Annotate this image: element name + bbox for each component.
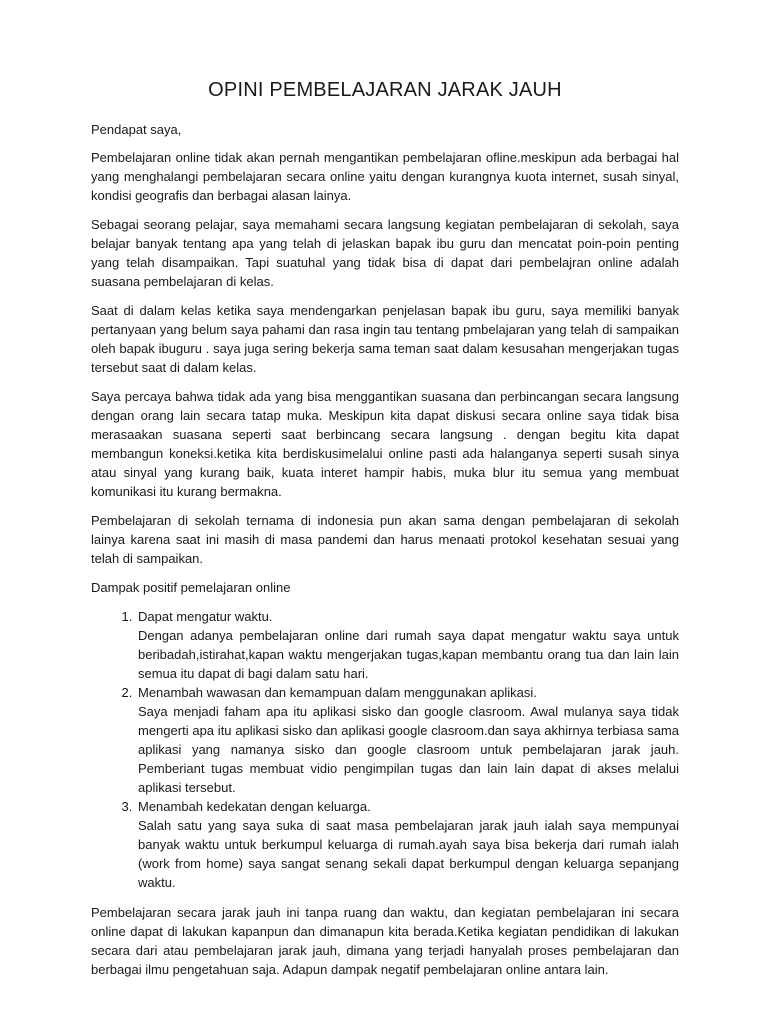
paragraph: Pembelajaran di sekolah ternama di indonesia pun akan sama dengan pembelajaran di sekolah lainya karena saat ini masih di masa pandemi dan harus menaati protokol kesehatan sesuai yang telah di sampaikan. — [91, 513, 679, 566]
list-item-description: Saya menjadi faham apa itu aplikasi sisko dan google clasroom. Awal mulanya saya tidak mengerti apa itu aplikasi sisko dan aplikasi google clasroom.dan saya akhirnya terbiasa sama aplikasi yang namanya sisko dan google clasroom untuk pembelajaran jarak jauh. Pemberiant tugas membuat vidio pengimpilan tugas dan lain lain dapat di akses melalui aplikasi tersebut. — [138, 704, 679, 795]
list-item-title: 2. Menambah wawasan dan kemampuan dalam menggunakan aplikasi. — [138, 685, 537, 700]
paragraph: Saat di dalam kelas ketika saya mendengarkan penjelasan bapak ibu guru, saya memiliki banyak pertanyaan yang belum saya pahami dan rasa ingin tau tentang pmbelajaran yang telah di sampaikan oleh bapak ibuguru . saya juga sering bekerja sama teman saat dalam kesusahan mengerjakan tugas tersebut saat di dalam kelas. — [91, 303, 679, 375]
closing-paragraph: Pembelajaran secara jarak jauh ini tanpa ruang dan waktu, dan kegiatan pembelajaran ini secara online dapat di lakukan kapanpun dan dimanapun kita berada.Ketika kegiatan pendidikan di lakukan secara dari atau pembelajaran jarak jauh, dimana yang terjadi hanyalah proses pembelajaran dan berbagai ilmu pengetahuan saja. Adapun dampak negatif pembelajaran online antara lain. — [91, 905, 679, 977]
list-intro: Dampak positif pemelajaran online — [91, 580, 291, 595]
list-item-description: Salah satu yang saya suka di saat masa pembelajaran jarak jauh ialah saya mempunyai banyak waktu untuk berkumpul keluarga di rumah.ayah saya bisa bekerja dari rumah ialah (work from home) saya sangat senang sekali dapat berkumpul dengan keluarga sepanjang waktu. — [138, 818, 679, 890]
list-item-title: 3. Menambah kedekatan dengan keluarga. — [138, 799, 371, 814]
paragraph: Sebagai seorang pelajar, saya memahami secara langsung kegiatan pembelajaran di sekolah, saya belajar banyak tentang apa yang telah di jelaskan bapak ibu guru dan mencatat poin-poin penting yang telah disampaikan. Tapi suatuhal yang tidak bisa di dapat dari pembelajran online adalah suasana pembelajaran di kelas. — [91, 217, 679, 289]
document-title: OPINI PEMBELAJARAN JARAK JAUH — [208, 79, 562, 101]
paragraph: Pembelajaran online tidak akan pernah mengantikan pembelajaran ofline.meskipun ada berbagai hal yang menghalangi pembelajaran secara online yaitu dengan kurangnya kuota internet, susah sinyal, kondisi geografis dan berbagai alasan lainya. — [91, 150, 679, 203]
list-item-description: Dengan adanya pembelajaran online dari rumah saya dapat mengatur waktu saya untuk beribadah,istirahat,kapan waktu mengerjakan tugas,kapan membantu orang tua dan lain lain semua itu dapat di bagi dalam satu hari. — [138, 628, 679, 681]
paragraph: Saya percaya bahwa tidak ada yang bisa menggantikan suasana dan perbincangan secara langsung dengan orang lain secara tatap muka. Meskipun kita dapat diskusi secara online saya tidak bisa merasaakan suasana seperti saat berbincang secara langsung . dengan begitu kita dapat membangun koneksi.ketika kita berdiskusimelalui online pasti ada halanganya seperti susah sinya atau sinyal yang kurang baik, kuata interet hampir habis, muka blur itu semua yang membuat komunikasi itu kurang bermakna. — [91, 389, 679, 499]
list-item-title: 1. Dapat mengatur waktu. — [138, 609, 273, 624]
list-item — [136, 607, 679, 683]
impact-list — [91, 607, 679, 892]
list-item — [136, 683, 679, 797]
list-item — [136, 797, 679, 892]
greeting: Pendapat saya, — [91, 122, 182, 137]
